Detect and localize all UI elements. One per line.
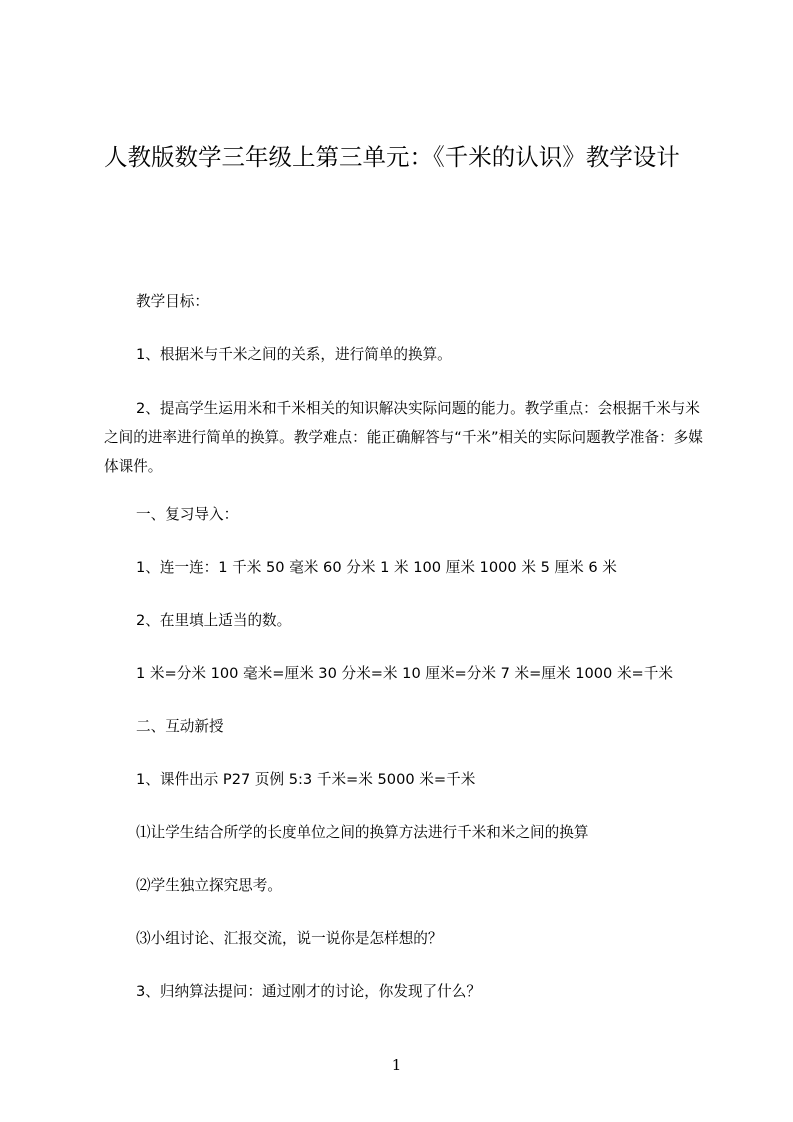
paragraph-goal-2: 2、提高学生运用米和千米相关的知识解决实际问题的能力。教学重点：会根据千米与米之间的进率进行简单的换算。教学难点：能正确解答与“千米”相关的实际问题教学准备：多媒体课件。	[104, 400, 703, 475]
document-title: 人教版数学三年级上第三单元：《千米的认识》教学设计	[104, 143, 680, 171]
paragraph-step-2: ⑵学生独立探究思考。	[136, 877, 282, 894]
paragraph-teaching-goals: 教学目标：	[136, 293, 209, 310]
paragraph-summary-question: 3、归纳算法提问：通过刚才的讨论，你发现了什么？	[136, 983, 481, 1000]
paragraph-review-heading: 一、复习导入：	[136, 506, 239, 523]
paragraph-example-5: 1、课件出示 P27 页例 5:3 千米=米 5000 米=千米	[136, 771, 476, 788]
paragraph-fill-instruction: 2、在里填上适当的数。	[136, 612, 292, 629]
paragraph-step-1: ⑴让学生结合所学的长度单位之间的换算方法进行千米和米之间的换算	[136, 824, 589, 841]
paragraph-match-exercise: 1、连一连：1 千米 50 毫米 60 分米 1 米 100 厘米 1000 米 5 厘米 6 米	[136, 559, 617, 576]
paragraph-new-lesson-heading: 二、互动新授	[136, 718, 224, 735]
paragraph-goal-1: 1、根据米与千米之间的关系，进行简单的换算。	[136, 346, 452, 363]
page-number: 1	[391, 1056, 402, 1074]
paragraph-fill-exercise: 1 米=分米 100 毫米=厘米 30 分米=米 10 厘米=分米 7 米=厘米 1000 米=千米	[136, 665, 673, 682]
paragraph-step-3: ⑶小组讨论、汇报交流，说一说你是怎样想的？	[136, 930, 443, 947]
